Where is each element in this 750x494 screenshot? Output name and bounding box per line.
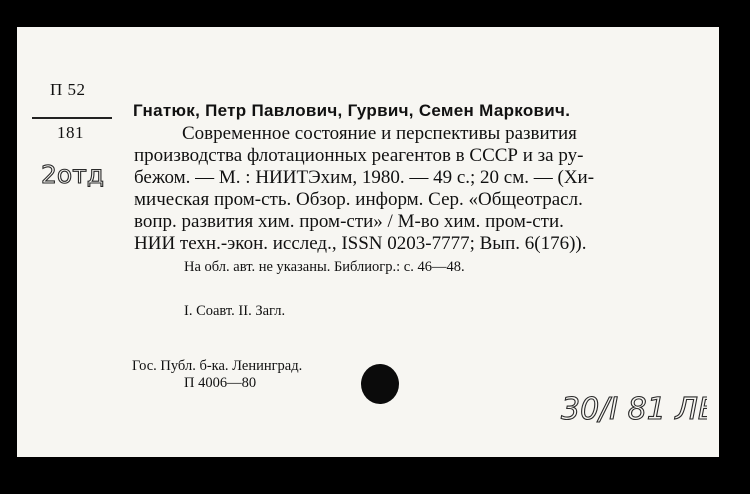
handwritten-accession-glyph [557,385,707,447]
library-name: Гос. Публ. б-ка. Ленинград. [132,358,303,374]
call-number: П 52 [50,80,86,99]
call-number-sub: 181 [57,123,84,142]
handwritten-department-mark-glyph [40,157,112,191]
library-code: П 4006—80 [184,375,257,391]
author-heading: Гнатюк, Петр Павлович, Гурвич, Семен Маркович. [133,101,571,120]
body-line-6: НИИ техн.-экон. исслед., ISSN 0203-7777; Вып. 6(176)). [134,233,587,254]
body-line-5: вопр. развития хим. пром-сти» / М-во хим. пром-сти. [134,211,564,232]
body-line-3: бежом. — М. : НИИТЭхим, 1980. — 49 с.; 20 см. — (Хи- [134,167,595,188]
punch-hole [361,364,399,404]
handwritten-accession-text: 30/I 81 ЛБ [561,392,707,427]
body-line-1: Современное состояние и перспективы развития [182,123,577,144]
call-number-divider [32,117,112,119]
body-line-4: мическая пром-сть. Обзор. информ. Сер. «Общеотрасл. [134,189,583,210]
catalog-card [17,27,719,457]
body-line-2: производства флотационных реагентов в СССР и за ру- [134,145,584,166]
handwritten-accession-note [557,385,707,451]
handwritten-department-text: 2отд [41,160,105,189]
tracings: I. Соавт. II. Загл. [184,303,286,319]
handwritten-department-mark [40,157,112,195]
bibliography-note: На обл. авт. не указаны. Библиогр.: с. 46—48. [184,259,465,275]
